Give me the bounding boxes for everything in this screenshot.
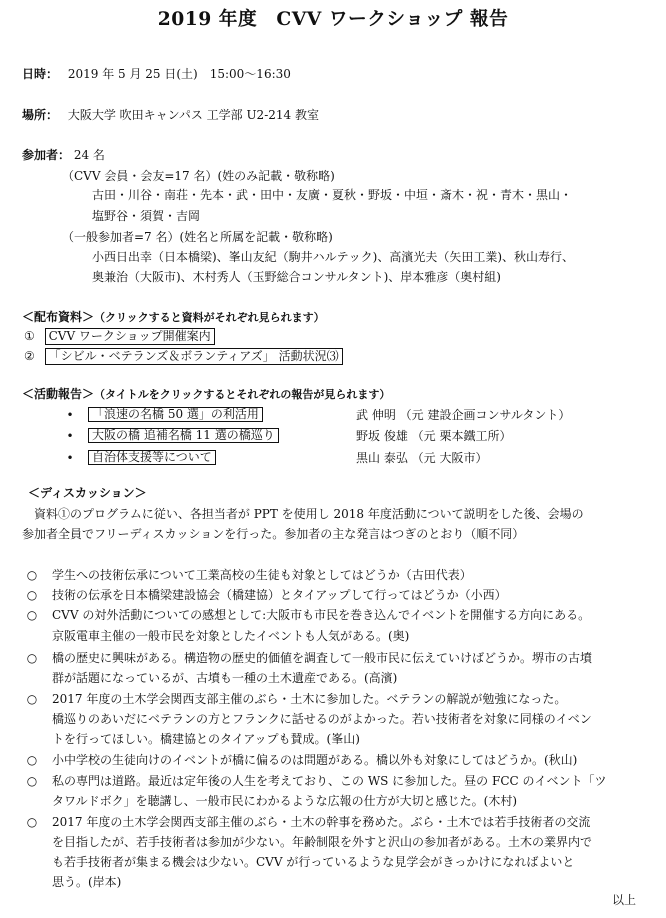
general-line: 奥兼治（大阪市)、木村秀人（玉野総合コンサルタント)、岸本雅彦（奥村組) (92, 270, 501, 284)
report-link-naniwa-bridges[interactable]: 「浪速の名橋 50 選」の利活用 (88, 407, 263, 422)
members-header: （CVV 会員・会友=17 名）(姓のみ記載・敬称略) (62, 169, 335, 183)
comment-line: トを行ってほしい。橋建協とのタイアップも賛成。(峯山) (52, 732, 360, 746)
date-label: 日時： (22, 67, 59, 81)
report-link-osaka-bridge-tour[interactable]: 大阪の橋 追補名橋 11 選の橋巡り (88, 428, 279, 443)
reports-heading: ＜活動報告＞ (22, 387, 95, 401)
circle-bullet-icon: ○ (26, 588, 38, 602)
closing-text: 以上 (612, 893, 637, 907)
comment-line: を目指したが、若手技術者は参加が少ない。年齢制限を外すと沢山の参加者がある。土木の業界内で (52, 835, 593, 849)
comment-line: 群が話題になっているが、古墳も一種の土木遺産である。(高濱) (52, 671, 398, 685)
reports-note: （タイトルをクリックするとそれぞれの報告が見られます） (94, 388, 391, 401)
members-line: 古田・川谷・南荘・先本・武・田中・友廣・夏秋・野坂・中垣・斎木・祝・青木・黒山・ (92, 188, 573, 202)
bullet-icon: • (66, 451, 74, 465)
page-title: 2019 年度 CVV ワークショップ 報告 (157, 8, 509, 30)
comment-line: タワルドボク」を聴講し、一般市民にわかるような広報の仕方が大切と感じた。(木村) (52, 794, 518, 808)
materials-note: （クリックすると資料がそれぞれ見られます） (94, 311, 325, 324)
comment-line: 橋の歴史に興味がある。構造物の歴史的価値を調査して一般市民に伝えていけばどうか。堺市の古墳 (52, 651, 593, 665)
members-line: 塩野谷・須賀・吉岡 (92, 209, 201, 223)
report-link-municipal-support[interactable]: 自治体支援等について (88, 450, 216, 465)
comment-line: 学生への技術伝承について工業高校の生徒も対象としてはどうか（古田代表） (52, 568, 472, 582)
discussion-intro: 資料①のプログラムに従い、各担当者が PPT を使用し 2018 年度活動について説明をした後、会場の (34, 507, 584, 521)
date-value: 2019 年 5 月 25 日(土) 15:00～16:30 (67, 67, 291, 81)
participants-label: 参加者： (22, 148, 71, 162)
comment-line: 思う。(岸本) (52, 875, 122, 889)
materials-heading: ＜配布資料＞ (22, 310, 95, 324)
circle-bullet-icon: ○ (26, 608, 38, 622)
material-number: ① (24, 329, 35, 343)
material-number: ② (24, 349, 35, 363)
material-item (24, 330, 215, 342)
circle-bullet-icon: ○ (26, 568, 38, 582)
bullet-icon: • (66, 429, 74, 443)
participants-count: 24 名 (73, 148, 105, 162)
material-item (24, 350, 343, 362)
place-value: 大阪大学 吹田キャンパス 工学部 U2-214 教室 (67, 108, 319, 122)
comment-line: 小中学校の生徒向けのイベントが橋に偏るのは問題がある。橋以外も対象にしてはどうか。(秋山) (52, 753, 578, 767)
material-link-activity-status[interactable]: 「シビル・ベテランズ＆ボランティアズ」 活動状況⑶ (45, 348, 343, 365)
comment-line: 京阪電車主催の一般市民を対象としたイベントも人気がある。(奥) (52, 629, 410, 643)
date-row (22, 68, 291, 80)
circle-bullet-icon: ○ (26, 692, 38, 706)
report-reporter: 武 伸明 （元 建設企画コンサルタント） (356, 408, 571, 422)
comment-line: も若手技術者が集まる機会は少ない。CVV が行っているような見学会がきっかけになればよいと (52, 855, 575, 869)
participants-row (22, 149, 105, 161)
report-reporter: 黒山 泰弘 （元 大阪市） (356, 451, 488, 465)
materials-heading-row (22, 311, 325, 323)
place-label: 場所： (22, 108, 59, 122)
discussion-heading: ＜ディスカッション＞ (28, 486, 147, 500)
comment-line: 私の専門は道路。最近は定年後の人生を考えており、この WS に参加した。昼の FCC のイベント「ツ (52, 774, 607, 788)
discussion-intro: 参加者全員でフリーディスカッションを行った。参加者の主な発言はつぎのとおり（順不同） (22, 527, 525, 541)
circle-bullet-icon: ○ (26, 753, 38, 767)
comment-line: 橋巡りのあいだにベテランの方とフランクに話せるのがよかった。若い技術者を対象に同様のイベン (52, 712, 592, 726)
reports-heading-row (22, 388, 390, 400)
circle-bullet-icon: ○ (26, 774, 38, 788)
general-header: （一般参加者=7 名）(姓名と所属を記載・敬称略) (62, 230, 333, 244)
circle-bullet-icon: ○ (26, 815, 38, 829)
material-link-workshop-guide[interactable]: CVV ワークショップ開催案内 (45, 328, 215, 345)
place-row (22, 109, 319, 121)
circle-bullet-icon: ○ (26, 651, 38, 665)
comment-line: 2017 年度の土木学会関西支部主催のぶら・土木に参加した。ベテランの解説が勉強になった。 (52, 692, 567, 706)
comment-line: CVV の対外活動についての感想として:大阪市も市民を巻き込んでイベントを開催する方向にある。 (52, 608, 591, 622)
general-line: 小西日出幸（日本橋梁)、峯山友紀（駒井ハルテック)、高濱光夫（矢田工業)、秋山寿行、 (92, 250, 575, 264)
comment-line: 技術の伝承を日本橋梁建設協会（橋建協）とタイアップして行ってはどうか（小西） (52, 588, 507, 602)
comment-line: 2017 年度の土木学会関西支部主催のぶら・土木の幹事を務めた。ぶら・土木では若手技術者の交流 (52, 815, 591, 829)
bullet-icon: • (66, 408, 74, 422)
report-reporter: 野坂 俊雄 （元 栗本鐵工所） (356, 429, 512, 443)
